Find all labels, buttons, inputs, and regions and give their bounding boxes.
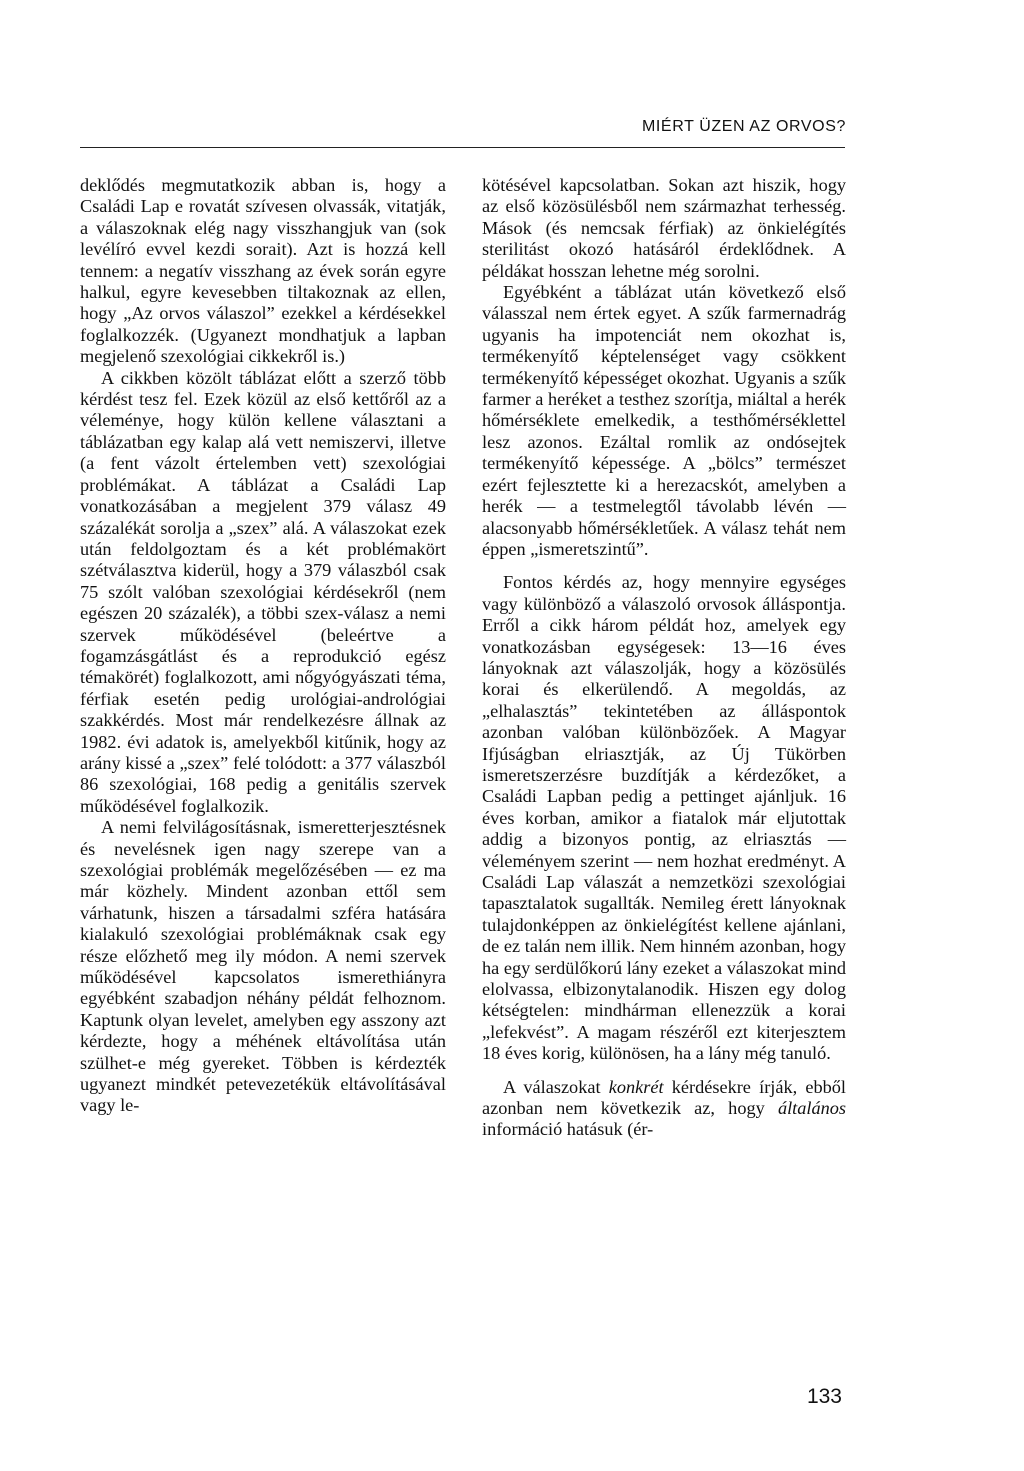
right-paragraph-4-italic-b: általános	[777, 1098, 846, 1119]
right-paragraph-4-text-b: kérdésekre írják, ebből azonban nem következik az, hogy	[482, 1076, 846, 1119]
right-paragraph-1: kötésével kapcsolatban. Sokan azt hiszik, hogy az első közösülésből nem származhat terhesség. Mások (és nemcsak férfiak) az önkielégítés sterilitást okozó hatásáról érdeklődnek. A példákat hosszan lehetne még sorolni.	[482, 175, 846, 281]
right-paragraph-2: Egyébként a táblázat után következő első válasszal nem értek egyet. A szűk farmernadrág ugyanis ha impotenciát nem okozhat is, termékenyítő képtelenséget vagy csökkent termékenyítő képességet okozhat. Ugyanis a szűk farmer a heréket a testhez szorítja, miáltal a herék hőmérséklete emelkedik, a testhőmérséklettel lesz azonos. Ezáltal romlik az ondósejtek termékenyítő képessége. A „bölcs” természet ezért fejlesztette ki a herezacskót, amelyben a herék — a testmelegtől távolabb lévén — alacsonyabb hőmérsékletűek. A válasz tehát nem éppen „ismeretszintű”.	[482, 282, 846, 559]
right-paragraph-4-italic-a: konkrét	[608, 1076, 664, 1097]
running-header: MIÉRT ÜZEN AZ ORVOS?	[641, 118, 846, 135]
right-column	[482, 175, 846, 1141]
right-paragraph-4-text-a: A válaszokat	[503, 1076, 609, 1097]
page-number: 133	[806, 1385, 842, 1408]
right-paragraph-4	[482, 1077, 846, 1141]
left-column	[80, 175, 446, 1117]
header-rule	[80, 147, 845, 148]
left-paragraph-2: A cikkben közölt táblázat előtt a szerző több kérdést tesz fel. Ezek közül az első kettőről az a véleménye, hogy külön kellene választani a táblázatban egy kalap alá vett nemiszervi, illetve (a fent vázolt értelemben vett) szexológiai problémákat. A táblázat a Családi Lap vonatkozásában a megjelent 379 válasz 49 százalékát sorolja a „szex” alá. A válaszokat ezek után feldolgoztam és a két problémakört szétválasztva kiderül, hogy a 379 válaszból csak 75 szólt valóban szexológiai kérdésekről (nem egészen 20 százalék), a többi szex-válasz a nemi szervek működésével (beleértve a fogamzásgátlást és a reprodukció egész témakörét) foglalkozott, ami nőgyógyászati téma, férfiak esetén pedig urológiai-andrológiai szakkérdés. Most már rendelkezésre állnak az 1982. évi adatok is, amelyekből kitűnik, hogy az arány kissé a „szex” felé tolódott: a 377 válaszból 86 szexológiai, 168 pedig a genitális szervek működésével foglalkozik.	[80, 367, 446, 816]
right-paragraph-4-text-c: információ hatásuk (ér-	[482, 1119, 654, 1140]
left-paragraph-1: deklődés megmutatkozik abban is, hogy a Családi Lap e rovatát szívesen olvassák, vitatják, a válaszoknak elég nagy visszhangjuk van (sok levélíró evvel kezdi sorait). Azt is hozzá kell tennem: a negatív visszhang az évek során egyre halkul, egyre kevesebben tiltakoznak az ellen, hogy „Az orvos válaszol” ezekkel a kérdésekkel foglalkozzék. (Ugyanezt mondhatjuk a lapban megjelenő szexológiai cikkekről is.)	[80, 175, 446, 367]
left-paragraph-3: A nemi felvilágosításnak, ismeretterjesztésnek és nevelésnek igen nagy szerepe van a szexológiai problémák megelőzésében — ez ma már közhely. Mindent azonban ettől sem várhatunk, hiszen a társadalmi szféra hatására kialakuló szexológiai problémáknak csak egy része előzhető meg ily módon. A nemi szervek működésével kapcsolatos ismerethiányra egyébként szabadjon néhány példát felhoznom. Kaptunk olyan levelet, amelyben egy asszony azt kérdezte, hogy a méhének eltávolítása után szülhet-e még gyereket. Többen is kérdezték ugyanezt mindkét petevezetékük eltávolításával vagy le-	[80, 817, 446, 1116]
right-paragraph-3: Fontos kérdés az, hogy mennyire egységes vagy különböző a válaszoló orvosok álláspontja. Erről a cikk három példát hoz, amelyek egy vonatkozásban egységesek: 13—16 éves lányoknak azt válaszolják, hogy a közösülés korai és elkerülendő. A megoldás, az „elhalasztás” tekintetében az álláspontok azonban valóban különbözőek. A Magyar Ifjúságban elriasztják, az Új Tükörben ismeretszerzésre buzdítják a kérdezőket, a Családi Lapban pedig a pettinget ajánljuk. 16 éves korban, amikor a fiatalok már eljutottak addig a bizonyos pontig, az elriasztás — véleményem szerint — nem hozhat eredményt. A Családi Lap válaszát a nemzetközi szexológiai tapasztalatok sugallták. Nemileg érett lányoknak tulajdonképpen az önkielégítést kellene ajánlani, de ez talán nem illik. Nem hinném azonban, hogy ha egy serdülőkorú lány ezeket a válaszokat mind elolvassa, elbizonytalanodik. Hiszen egy dolog kétségtelen: mindhárman ellenezzük a korai „lefekvést”. A magam részéről ezt kiterjesztem 18 éves korig, különösen, ha a lány még tanuló.	[482, 572, 846, 1064]
